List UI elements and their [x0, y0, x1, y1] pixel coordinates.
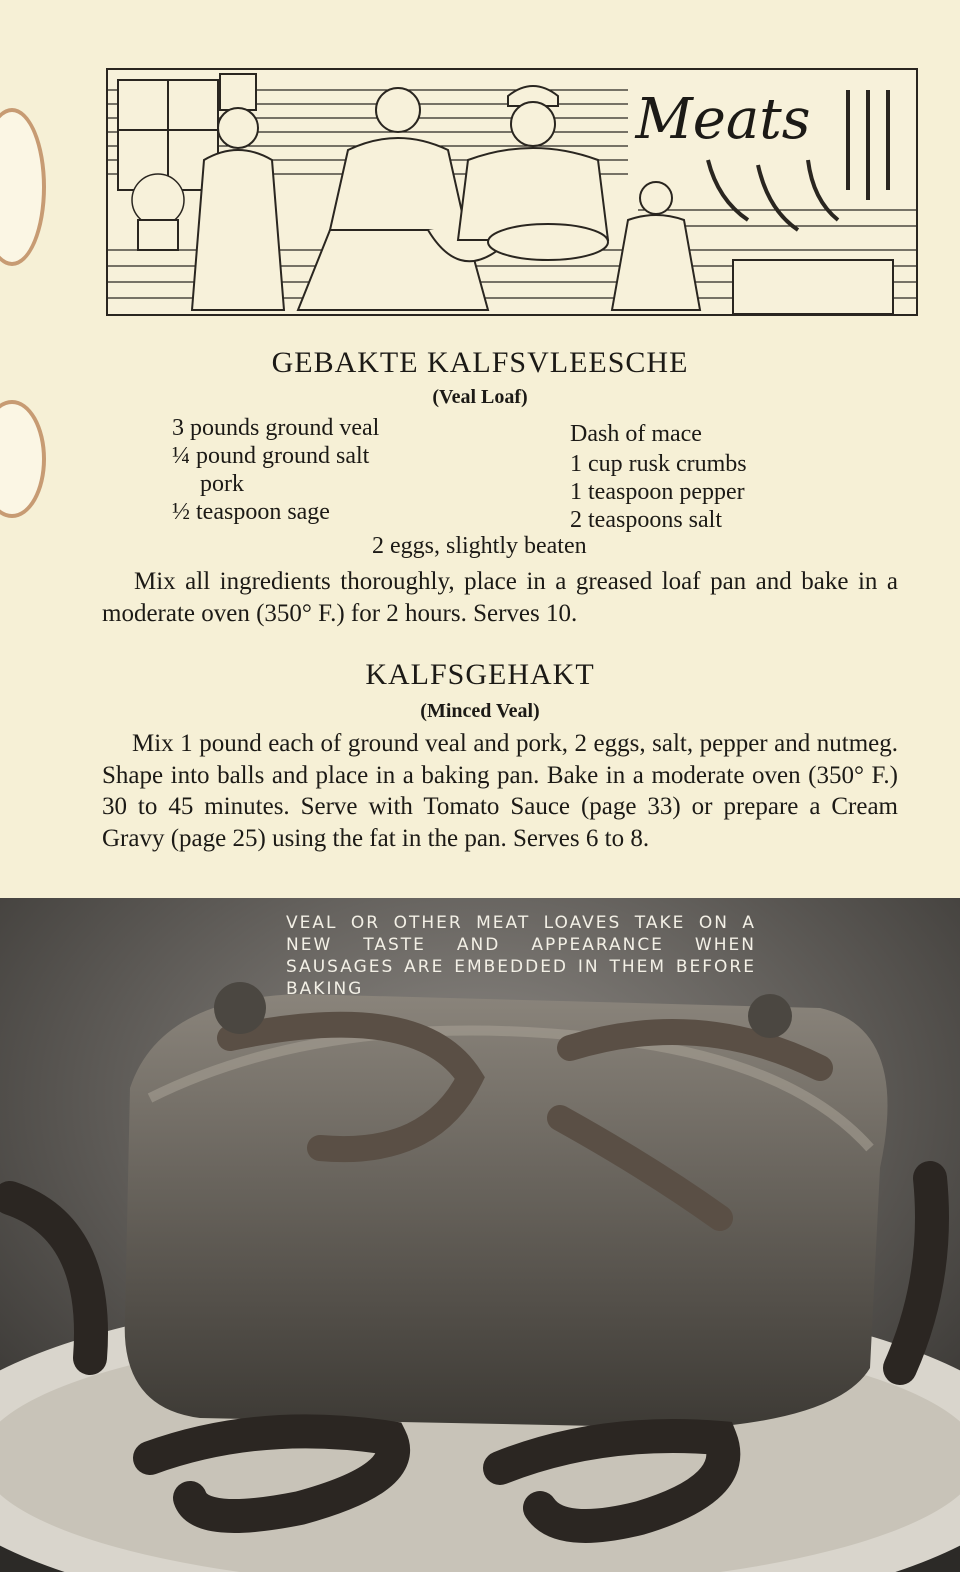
recipe-subtitle: (Minced Veal) — [420, 700, 540, 722]
ingredient-item: 1 cup rusk crumbs — [570, 451, 747, 477]
binding-hole — [0, 108, 46, 266]
header-illustration — [106, 68, 918, 316]
photo-caption: VEAL OR OTHER MEAT LOAVES TAKE ON A NEW TASTE AND APPEARANCE WHEN SAUSAGES ARE EMBEDDED IN THEM BEFORE BAKING — [286, 913, 756, 999]
recipe-subtitle: (Veal Loaf) — [432, 386, 528, 408]
ingredient-item: pork — [200, 471, 244, 497]
recipe-method: Mix 1 pound each of ground veal and pork, 2 eggs, salt, pepper and nutmeg. Shape into balls and place in a baking pan. Bake in a moderate oven (350° F.) 30 to 45 minutes. Serve with Tomato Sauce (page 33) or prepare a Cream Gravy (page 25) using the fat in the pan. Serves 6 to 8. — [102, 730, 898, 852]
ingredient-item: Dash of mace — [570, 421, 702, 447]
ingredient-item: 2 eggs, slightly beaten — [372, 533, 587, 559]
binding-hole — [0, 400, 46, 518]
recipe-method: Mix all ingredients thoroughly, place in a greased loaf pan and bake in a moderate oven (350° F.) for 2 hours. Serves 10. — [102, 568, 898, 627]
recipe-title: GEBAKTE KALFSVLEESCHE — [271, 346, 689, 379]
ingredient-item: ½ teaspoon sage — [172, 499, 330, 525]
ingredient-item: 3 pounds ground veal — [172, 415, 380, 441]
section-heading: Meats — [628, 88, 818, 152]
ingredient-item: 2 teaspoons salt — [570, 507, 722, 533]
recipe-title: KALFSGEHAKT — [365, 658, 595, 691]
ingredient-item: 1 teaspoon pepper — [570, 479, 745, 505]
ingredient-item: ¼ pound ground salt — [172, 443, 370, 469]
